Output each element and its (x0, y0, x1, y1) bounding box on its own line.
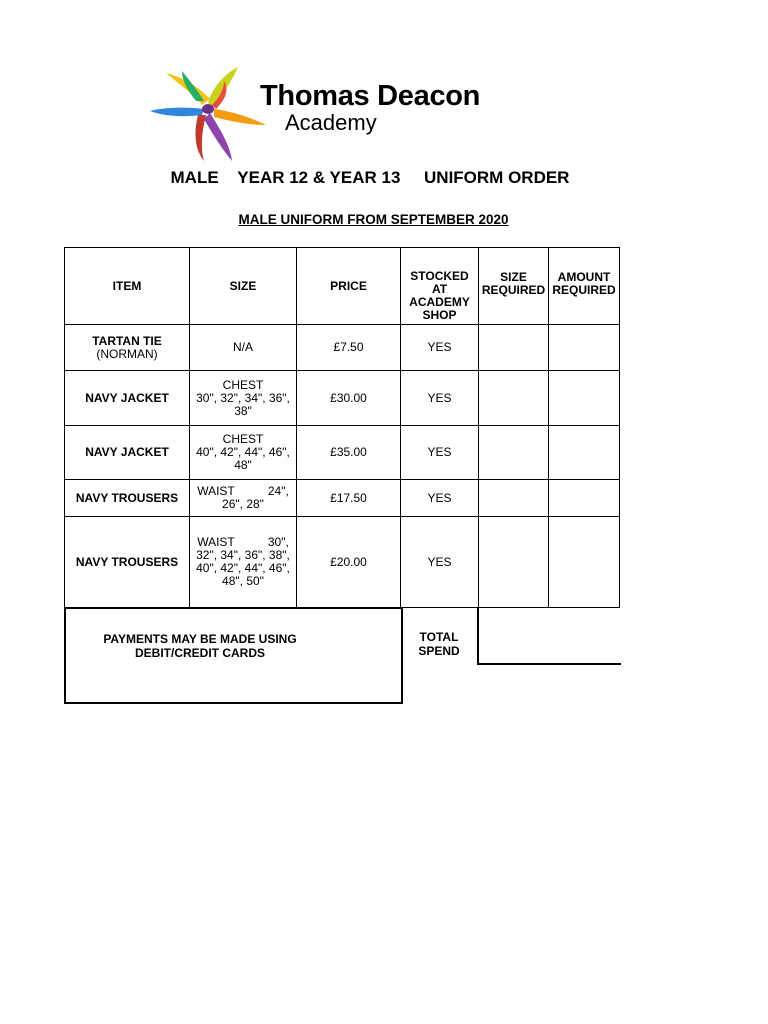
payments-note (66, 632, 334, 660)
table-row (65, 325, 620, 371)
row-item: NAVY JACKET (65, 371, 190, 426)
logo-sub-text: Academy (285, 110, 377, 135)
amount-required-input[interactable] (549, 480, 620, 517)
academy-logo (148, 65, 510, 163)
header-price: PRICE (297, 248, 401, 325)
total-line-1: TOTAL (419, 630, 459, 644)
row-price: £30.00 (297, 371, 401, 426)
payments-line-2: DEBIT/CREDIT CARDS (134, 646, 265, 660)
logo-name-text: Thomas Deacon (260, 80, 481, 112)
page-title: MALE YEAR 12 & YEAR 13 UNIFORM ORDER (170, 168, 570, 187)
header-amount-required: AMOUNT REQUIRED (549, 248, 620, 325)
row-price: £7.50 (297, 325, 401, 371)
row-stocked: YES (401, 480, 479, 517)
row-item: TARTAN TIE (92, 333, 162, 348)
row-item-cell (65, 325, 190, 371)
row-stocked: YES (401, 426, 479, 480)
header-size-required: SIZE REQUIRED (479, 248, 549, 325)
row-size: WAIST 30", 32", 34", 36", 38", 40", 42", 44", 46", 48", 50" (190, 517, 297, 608)
table-row (65, 480, 620, 517)
row-item-note: (NORMAN) (96, 346, 158, 361)
page-subtitle: MALE UNIFORM FROM SEPTEMBER 2020 (238, 212, 509, 227)
row-stocked: YES (401, 371, 479, 426)
row-price: £20.00 (297, 517, 401, 608)
row-stocked: YES (401, 517, 479, 608)
payments-line-1: PAYMENTS MAY BE MADE USING (103, 632, 297, 646)
row-item: NAVY JACKET (65, 426, 190, 480)
header-size: SIZE (190, 248, 297, 325)
row-size: CHEST 30", 32", 34", 36", 38" (190, 371, 297, 426)
amount-required-input[interactable] (549, 426, 620, 480)
amount-required-input[interactable] (549, 371, 620, 426)
total-spend-label (401, 630, 477, 658)
amount-required-input[interactable] (549, 325, 620, 371)
row-size: CHEST 40", 42", 44", 46", 48" (190, 426, 297, 480)
header-stocked: STOCKED AT ACADEMY SHOP (401, 248, 479, 325)
row-item: NAVY TROUSERS (65, 517, 190, 608)
row-price: £17.50 (297, 480, 401, 517)
table-row (65, 517, 620, 608)
table-row (65, 371, 620, 426)
table-header-row (65, 248, 620, 325)
total-line-2: SPEND (418, 644, 460, 658)
star-swirl-icon (148, 65, 268, 163)
size-required-input[interactable] (479, 480, 549, 517)
size-required-input[interactable] (479, 371, 549, 426)
row-size: N/A (190, 325, 297, 371)
size-required-input[interactable] (479, 426, 549, 480)
size-required-input[interactable] (479, 517, 549, 608)
uniform-order-table (64, 247, 620, 608)
table-row (65, 426, 620, 480)
size-required-input[interactable] (479, 325, 549, 371)
header-item: ITEM (65, 248, 190, 325)
row-size: WAIST 24", 26", 28" (190, 480, 297, 517)
amount-required-input[interactable] (549, 517, 620, 608)
row-item: NAVY TROUSERS (65, 480, 190, 517)
total-spend-input[interactable] (477, 607, 621, 665)
row-stocked: YES (401, 325, 479, 371)
row-price: £35.00 (297, 426, 401, 480)
